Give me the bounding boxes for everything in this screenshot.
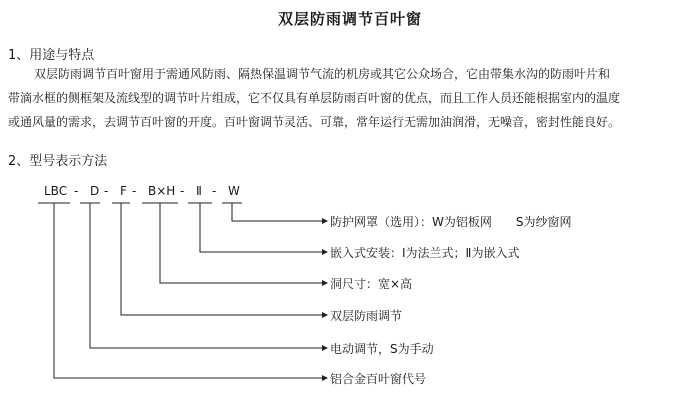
model-part-size: B×H: [148, 184, 176, 198]
legend-control: 电动调节，S为手动: [330, 342, 434, 356]
leader-series: [54, 203, 322, 378]
section-heading-model: 2、型号表示方法: [8, 154, 108, 169]
model-separator: -: [180, 184, 185, 198]
leader-double: [121, 203, 322, 315]
model-part-mount: Ⅱ: [196, 184, 202, 198]
paragraph-line: 带滴水框的侧框架及流线型的调节叶片组成，它不仅具有单层防雨百叶窗的优点，而且工作人员还能根据室内的温度: [8, 91, 621, 105]
model-part-double: F: [120, 184, 127, 198]
legend-series: 铝合金百叶窗代号: [330, 372, 427, 386]
model-separator: -: [104, 184, 109, 198]
arrowhead: [322, 345, 328, 351]
leader-screen: [232, 203, 322, 221]
model-separator: -: [132, 184, 137, 198]
arrowhead: [322, 375, 328, 381]
paragraph-line: 双层防雨调节百叶窗用于需通风防雨、隔热保温调节气流的机房或其它公众场合，它由带集水沟的防雨叶片和: [34, 67, 611, 81]
leader-size: [160, 203, 322, 283]
section-heading-usage: 1、用途与特点: [8, 48, 95, 63]
arrowhead: [322, 312, 328, 318]
model-separator: -: [74, 184, 79, 198]
model-part-screen: W: [228, 184, 240, 198]
page-title: 双层防雨调节百叶窗: [277, 10, 422, 28]
model-part-control: D: [90, 184, 100, 198]
arrowhead: [322, 218, 328, 224]
legend-screen: 防护网罩（选用）：W为铝板网 S为纱窗网: [330, 215, 572, 229]
legend-size: 洞尺寸：宽×高: [330, 277, 413, 291]
model-part-series: LBC: [44, 184, 68, 198]
arrowhead: [322, 249, 328, 255]
paragraph-line: 或通风量的需求，去调节百叶窗的开度。百叶窗调节灵活、可靠，常年运行无需加油润滑，无噪音，密封性能良好。: [8, 115, 621, 129]
legend-double: 双层防雨调节: [330, 309, 403, 323]
legend-mount: 嵌入式安装：Ⅰ为法兰式；Ⅱ为嵌入式: [330, 246, 520, 260]
leader-mount: [200, 203, 322, 252]
arrowhead: [322, 280, 328, 286]
leader-control: [90, 203, 322, 348]
model-separator: -: [212, 184, 217, 198]
